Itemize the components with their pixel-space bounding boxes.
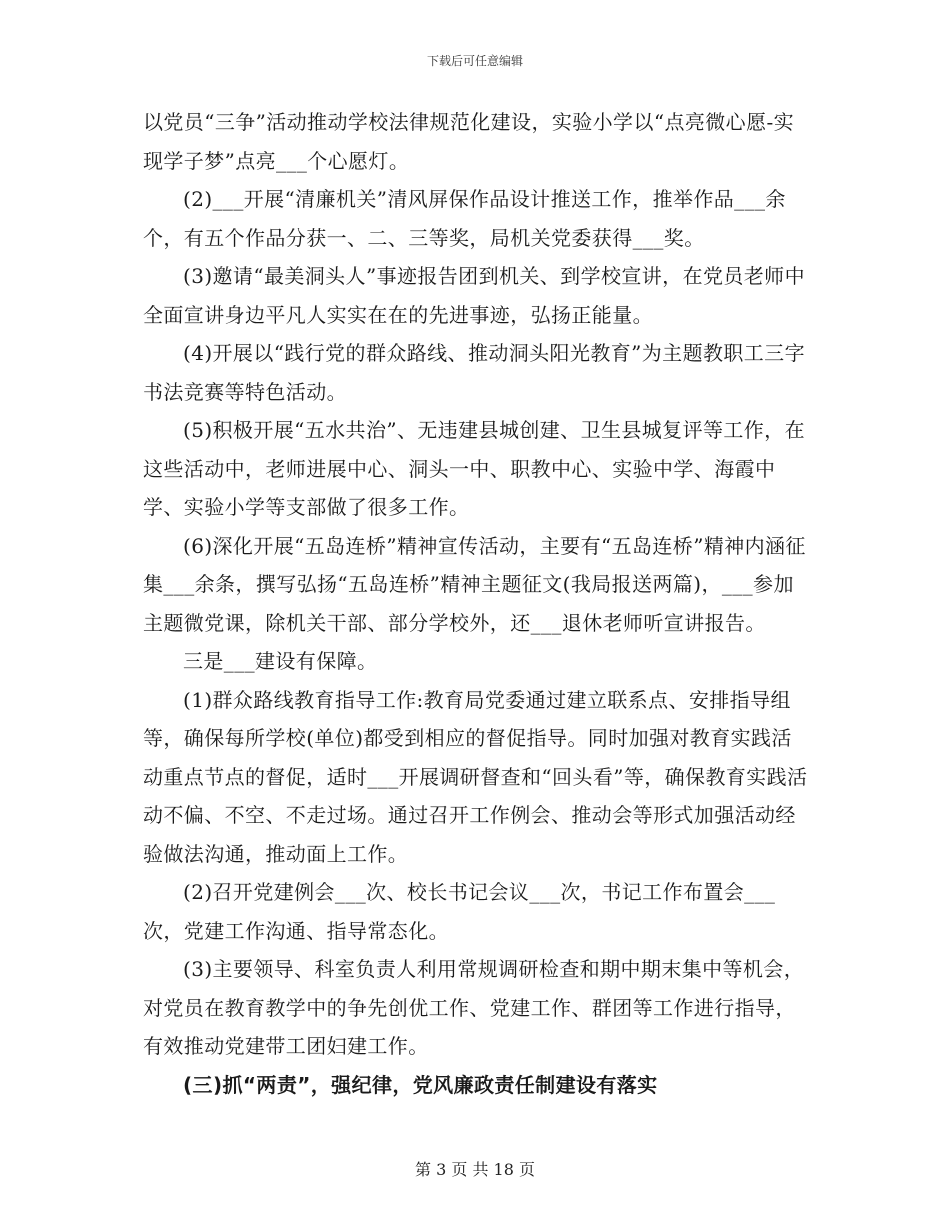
document-body [143, 103, 808, 1104]
paragraph-6: (6)深化开展“五岛连桥”精神宣传活动，主要有“五岛连桥”精神内涵征集___余条，撰写弘扬“五岛连桥”精神主题征文(我局报送两篇)，___参加主题微党课，除机关干部、部分学校外，还___退休老师听宣讲报告。 [143, 533, 806, 635]
paragraph-2: (2)___开展“清廉机关”清风屏保作品设计推送工作，推举作品___余个，有五个作品分获一、二、三等奖，局机关党委获得___奖。 [143, 187, 786, 250]
section-heading: (三)抓“两责”，强纪律，党风廉政责任制建设有落实 [183, 1072, 658, 1097]
paragraph-10: (3)主要领导、科室负责人利用常规调研检查和期中期末集中等机会，对党员在教育教学中的争先创优工作、党建工作、群团等工作进行指导，有效推动党建带工团妇建工作。 [143, 957, 805, 1058]
header-note: 下载后可任意编辑 [426, 54, 523, 68]
paragraph-8: (1)群众路线教育指导工作:教育局党委通过建立联系点、安排指导组等，确保每所学校(单位)都受到相应的督促指导。同时加强对教育实践活动重点节点的督促，适时___开展调研督查和“回头看”等，确保教育实践活动不偏、不空、不走过场。通过召开工作例会、推动会等形式加强活动经验做法沟通，推动面上工作。 [143, 687, 808, 866]
page-number: 第 3 页 共 18 页 [415, 1160, 535, 1179]
paragraph-9: (2)召开党建例会___次、校长书记会议___次，书记工作布置会___次，党建工作沟通、指导常态化。 [143, 880, 776, 943]
paragraph-1: 以党员“三争”活动推动学校法律规范化建设，实验小学以“点亮微心愿-实现学子梦”点亮___个心愿灯。 [143, 110, 795, 173]
paragraph-3: (3)邀请“最美洞头人”事迹报告团到机关、到学校宣讲，在党员老师中全面宣讲身边平凡人实实在在的先进事迹，弘扬正能量。 [143, 264, 805, 327]
paragraph-5: (5)积极开展“五水共治”、无违建县城创建、卫生县城复评等工作，在这些活动中，老师进展中心、洞头一中、职教中心、实验中学、海霞中学、实验小学等支部做了很多工作。 [143, 418, 805, 519]
paragraph-4: (4)开展以“践行党的群众路线、推动洞头阳光教育”为主题教职工三字书法竞赛等特色活动。 [143, 341, 805, 404]
paragraph-7: 三是___建设有保障。 [183, 649, 378, 673]
